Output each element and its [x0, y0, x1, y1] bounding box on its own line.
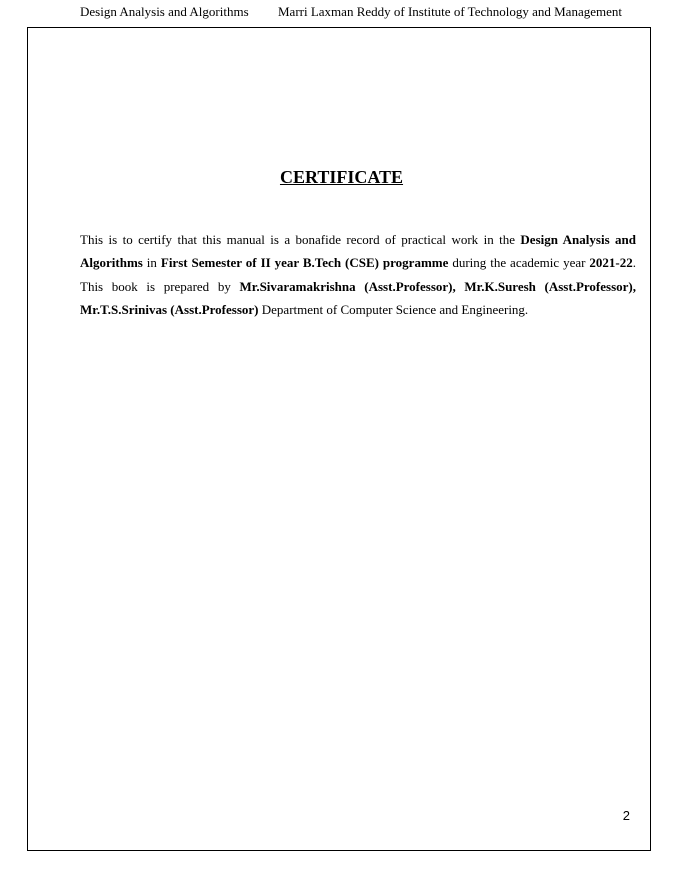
course-name: Design Analysis and Algorithms [80, 232, 636, 271]
certificate-text-2: in [142, 255, 161, 271]
certificate-text-4: . This book is prepared by [80, 255, 636, 294]
authors: Mr.Sivaramakrishna (Asst.Professor), Mr.K.Suresh (Asst.Professor), Mr.T.S.Srinivas (Asst.Professor) [80, 278, 636, 317]
header-course-title: Design Analysis and Algorithms [80, 4, 249, 19]
page-number: 2 [622, 808, 630, 823]
page-border [27, 27, 651, 851]
header-institute-name: Marri Laxman Reddy of Institute of Technology and Management [278, 4, 622, 19]
certificate-text-5: Department of Computer Science and Engineering. [258, 301, 529, 317]
academic-year: 2021-22 [589, 255, 633, 271]
certificate-text-3: during the academic year [448, 255, 590, 271]
certificate-paragraph [80, 228, 636, 321]
certificate-text-1: This is to certify that this manual is a bonafide record of practical work in the [80, 232, 521, 247]
programme-name: First Semester of II year B.Tech (CSE) programme [160, 255, 449, 271]
certificate-title: CERTIFICATE [279, 167, 404, 187]
